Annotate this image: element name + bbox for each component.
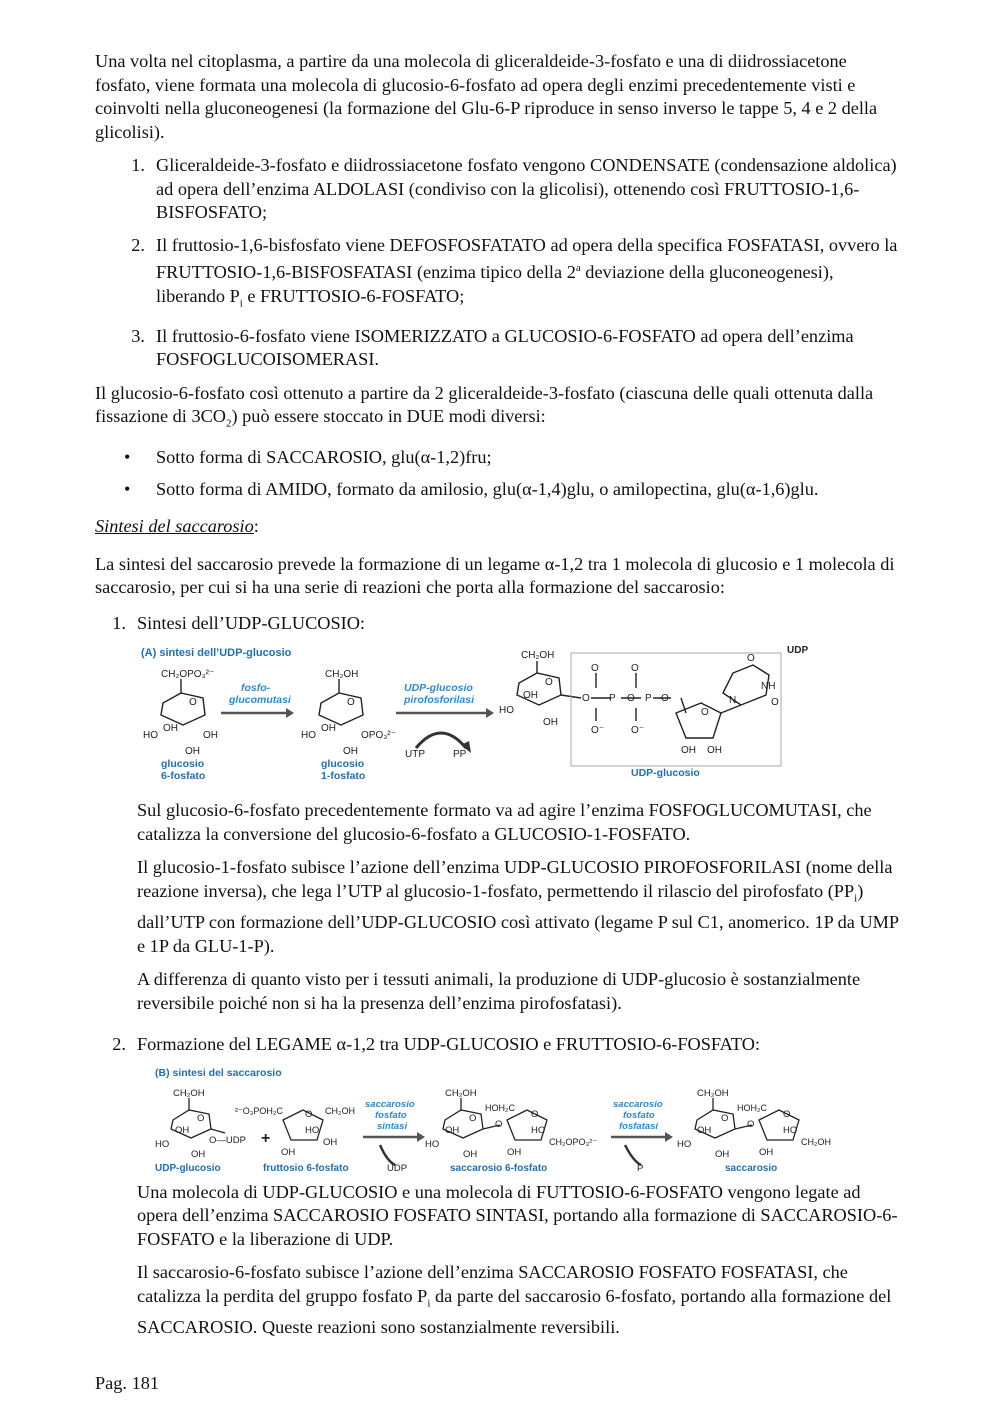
step-2-heading: 2. Formazione del LEGAME α-1,2 tra UDP-GLUCOSIO e FRUTTOSIO-6-FOSFATO: xyxy=(112,1034,760,1055)
svg-text:PP: PP xyxy=(453,749,467,761)
list-number: 3. xyxy=(131,325,145,346)
svg-text:fosfato: fosfato xyxy=(375,1109,407,1121)
udp-glucose-structure xyxy=(517,653,781,766)
list-text: Sotto forma di SACCAROSIO, glu(α-1,2)fru; xyxy=(156,447,492,468)
svg-text:O: O xyxy=(197,1112,205,1124)
svg-text:OH: OH xyxy=(445,1124,460,1136)
svg-text:HOH₂C: HOH₂C xyxy=(485,1102,515,1113)
paragraph-pyrophosphorylase: Il glucosio-1-fosfato subisce l’azione dell’enzima UDP-GLUCOSIO PIROFOSFORILASI (nome della reazione inversa), che lega l’UTP al glucosio-1-fosfato, permettendo il rilascio del pirofosfato $(PP_i)$ dall’UTP con formazione dell’UDP-GLUCOSIO così attivato (legame P sul C1, anomerico. 1P da UMP e 1P da GLU-1-P). xyxy=(137,857,899,956)
svg-text:P: P xyxy=(609,693,616,705)
svg-text:fosfato: fosfato xyxy=(623,1109,655,1121)
svg-text:HO: HO xyxy=(677,1138,692,1150)
sucrose-synthesis-figure xyxy=(155,1065,865,1175)
svg-text:O: O xyxy=(495,1118,503,1130)
svg-text:O⁻: O⁻ xyxy=(631,725,645,737)
svg-text:1-fosfato: 1-fosfato xyxy=(321,770,366,783)
sucrose-intro: La sintesi del saccarosio prevede la formazione di un legame α-1,2 tra 1 molecola di glucosio e 1 molecola di saccarosio, per cui si ha una serie di reazioni che porta alla formazione del saccarosio: xyxy=(95,553,895,598)
svg-text:HO: HO xyxy=(301,730,316,742)
svg-text:O: O xyxy=(582,693,590,705)
list-text: Il fruttosio-6-fosfato viene ISOMERIZZATO a GLUCOSIO-6-FOSFATO ad opera dell’enzima FOSFOGLUCOISOMERASI. xyxy=(156,325,854,370)
svg-text:O: O xyxy=(469,1112,477,1124)
list-number: 1. xyxy=(131,155,145,175)
svg-text:OH: OH xyxy=(507,1146,522,1158)
svg-text:fosfo-: fosfo- xyxy=(241,682,271,695)
svg-text:OH: OH xyxy=(175,1124,190,1136)
step-1-heading: 1. Sintesi dell’UDP-GLUCOSIO: xyxy=(112,612,366,633)
svg-text:glucosio: glucosio xyxy=(321,758,365,771)
svg-text:OH: OH xyxy=(185,746,200,758)
svg-text:fruttosio 6-fosfato: fruttosio 6-fosfato xyxy=(263,1162,349,1174)
svg-text:HO: HO xyxy=(143,730,158,742)
svg-text:OH: OH xyxy=(343,746,358,758)
svg-text:OH: OH xyxy=(523,690,538,702)
svg-text:UTP: UTP xyxy=(405,749,425,761)
svg-text:OH: OH xyxy=(681,745,696,757)
svg-text:OPO₃²⁻: OPO₃²⁻ xyxy=(361,730,396,742)
paragraph-reversibility: A differenza di quanto visto per i tessuti animali, la produzione di UDP-glucosio è sostanzialmente reversibile poiché non si ha la presenza dell’enzima pirofosfatasi). xyxy=(137,969,861,1013)
page-number: Pag. 181 xyxy=(95,1373,159,1393)
svg-text:O: O xyxy=(661,693,669,705)
svg-text:HO: HO xyxy=(425,1138,440,1150)
list-item xyxy=(95,446,905,470)
svg-text:NH: NH xyxy=(761,681,776,693)
svg-text:OH: OH xyxy=(707,745,722,757)
svg-text:+: + xyxy=(261,1129,271,1147)
udp-glucose-synthesis-figure xyxy=(141,643,809,785)
svg-text:O: O xyxy=(701,707,709,719)
svg-text:CH₂OH: CH₂OH xyxy=(697,1087,729,1099)
svg-text:P: P xyxy=(645,693,652,705)
svg-text:OH: OH xyxy=(543,717,558,729)
svg-text:OH: OH xyxy=(323,1136,338,1148)
svg-text:CH₂OH: CH₂OH xyxy=(445,1087,477,1099)
svg-text:O⁻: O⁻ xyxy=(591,725,605,737)
svg-text:O: O xyxy=(783,1108,791,1120)
svg-text:CH₂OPO₃²⁻: CH₂OPO₃²⁻ xyxy=(549,1136,597,1147)
section-heading: Sintesi del saccarosio: xyxy=(95,516,259,537)
svg-text:O: O xyxy=(771,697,779,709)
paragraph-sucrose-phosphate-synthase: Una molecola di UDP-GLUCOSIO e una molecola di FUTTOSIO-6-FOSFATO vengono legate ad opera dell’enzima SACCAROSIO FOSFATO SINTASI, portando alla formazione di SACCAROSIO-6-FOSFATO e la liberazione di UDP. xyxy=(137,1181,898,1249)
svg-text:P: P xyxy=(637,1162,644,1174)
svg-text:HOH₂C: HOH₂C xyxy=(737,1102,767,1113)
paragraph-sucrose-phosphatase: Il saccarosio-6-fosfato subisce l’azione dell’enzima SACCAROSIO FOSFATO FOSFATASI, che catalizza la perdita del gruppo fosfato $P_i$ da parte del saccarosio 6-fosfato, portando alla formazione del SACCAROSIO. Queste reazioni sono sostanzialmente reversibili. xyxy=(137,1262,892,1337)
svg-text:O: O xyxy=(305,1108,313,1120)
svg-text:O: O xyxy=(721,1112,729,1124)
page-content xyxy=(95,50,905,1349)
svg-text:O: O xyxy=(189,697,197,709)
svg-text:O: O xyxy=(531,1108,539,1120)
svg-text:O: O xyxy=(631,663,639,675)
svg-text:saccarosio: saccarosio xyxy=(725,1162,778,1174)
svg-text:UDP: UDP xyxy=(787,645,809,657)
svg-text:OH: OH xyxy=(191,1148,206,1160)
svg-text:O: O xyxy=(545,677,553,689)
svg-text:OH: OH xyxy=(163,723,178,735)
svg-text:HO: HO xyxy=(531,1124,546,1136)
glucose-1-phosphate-structure xyxy=(319,679,363,725)
svg-text:CH₂OH: CH₂OH xyxy=(521,650,555,662)
list-text: Il fruttosio-1,6-bisfosfato viene DEFOSFOSFATATO ad opera della specifica FOSFATASI, ovvero la FRUTTOSIO-1,6-BISFOSFATASI (enzima tipico della 2$^a$ deviazione della gluconeogenesi), liberando $P_i$ e FRUTTOSIO-6-FOSFATO; xyxy=(156,234,898,310)
list-item xyxy=(95,234,905,316)
svg-text:CH₂OPO₃²⁻: CH₂OPO₃²⁻ xyxy=(161,669,215,681)
svg-text:CH₂OH: CH₂OH xyxy=(325,1105,355,1116)
svg-text:O—UDP: O—UDP xyxy=(209,1134,246,1146)
paragraph-phosphoglucomutase: Sul glucosio-6-fosfato precedentemente formato va ad agire l’enzima FOSFOGLUCOMUTASI, che catalizza la conversione del glucosio-6-fosfato a GLUCOSIO-1-FOSFATO. xyxy=(137,800,872,844)
svg-text:saccarosio: saccarosio xyxy=(365,1098,415,1110)
list-item xyxy=(95,325,905,372)
bullet: • xyxy=(124,447,131,468)
svg-text:sintasi: sintasi xyxy=(377,1120,408,1132)
svg-text:glucosio: glucosio xyxy=(161,758,205,771)
svg-text:O: O xyxy=(347,697,355,709)
svg-text:OH: OH xyxy=(759,1146,774,1158)
svg-text:OH: OH xyxy=(203,730,218,742)
svg-text:6-fosfato: 6-fosfato xyxy=(161,770,206,783)
intro-paragraph: Una volta nel citoplasma, a partire da una molecola di gliceraldeide-3-fosfato e una di diidrossiacetone fosfato, viene formata una molecola di glucosio-6-fosfato ad opera degli enzimi precedentemente visti e coinvolti nella gluconeogenesi (la formazione del Glu-6-P riproduce in senso inverso le tappe 5, 4 e 2 della glicolisi). xyxy=(95,51,878,142)
svg-text:glucomutasi: glucomutasi xyxy=(229,694,291,707)
svg-text:UDP-glucosio: UDP-glucosio xyxy=(404,682,473,695)
svg-text:O: O xyxy=(627,693,635,705)
svg-text:HO: HO xyxy=(499,705,514,717)
svg-text:CH₂OH: CH₂OH xyxy=(801,1136,831,1147)
svg-text:saccarosio: saccarosio xyxy=(613,1098,663,1110)
svg-text:CH₂OH: CH₂OH xyxy=(173,1087,205,1099)
svg-text:UDP: UDP xyxy=(387,1162,408,1174)
svg-text:fosfatasi: fosfatasi xyxy=(619,1120,659,1132)
svg-text:saccarosio 6-fosfato: saccarosio 6-fosfato xyxy=(450,1162,548,1174)
list-item xyxy=(95,478,905,502)
svg-text:²⁻O₃POH₂C: ²⁻O₃POH₂C xyxy=(235,1105,283,1116)
list-number: 2. xyxy=(131,234,145,255)
svg-text:OH: OH xyxy=(697,1124,712,1136)
svg-text:O: O xyxy=(747,1118,755,1130)
svg-text:HO: HO xyxy=(305,1124,320,1136)
list-item xyxy=(95,154,905,225)
svg-text:OH: OH xyxy=(321,723,336,735)
svg-text:CH₂OH: CH₂OH xyxy=(325,669,359,681)
svg-text:OH: OH xyxy=(463,1148,478,1160)
storage-paragraph: Il glucosio-6-fosfato così ottenuto a partire da 2 gliceraldeide-3-fosfato (ciascuna delle quali ottenuta dalla fissazione di $3CO_2$) può essere stoccato in DUE modi diversi: xyxy=(95,382,874,430)
list-text: Sotto forma di AMIDO, formato da amilosio, glu(α-1,4)glu, o amilopectina, glu(α-1,6)glu. xyxy=(156,478,819,499)
glucose-6-phosphate-structure xyxy=(161,679,205,725)
svg-text:OH: OH xyxy=(715,1148,730,1160)
svg-text:UDP-glucosio: UDP-glucosio xyxy=(631,767,700,780)
bullet: • xyxy=(124,478,131,499)
svg-text:HO: HO xyxy=(783,1124,798,1136)
svg-text:pirofosforilasi: pirofosforilasi xyxy=(404,694,475,707)
svg-text:N: N xyxy=(729,695,737,707)
svg-text:O: O xyxy=(591,663,599,675)
svg-text:OH: OH xyxy=(281,1146,296,1158)
figure-title: (B) sintesi del saccarosio xyxy=(155,1066,282,1079)
list-text: Gliceraldeide-3-fosfato e diidrossiacetone fosfato vengono CONDENSATE (condensazione aldolica) ad opera dell’enzima ALDOLASI (condiviso con la glicolisi), ottenendo così FRUTTOSIO-1,6-BISFOSFATO; xyxy=(156,155,897,222)
svg-text:O: O xyxy=(747,653,755,665)
storage-bullets xyxy=(95,446,905,501)
figure-title: (A) sintesi dell’UDP-glucosio xyxy=(141,647,292,660)
svg-text:UDP-glucosio: UDP-glucosio xyxy=(155,1162,221,1174)
svg-text:HO: HO xyxy=(155,1138,170,1150)
gluconeogenesis-steps xyxy=(95,154,905,372)
